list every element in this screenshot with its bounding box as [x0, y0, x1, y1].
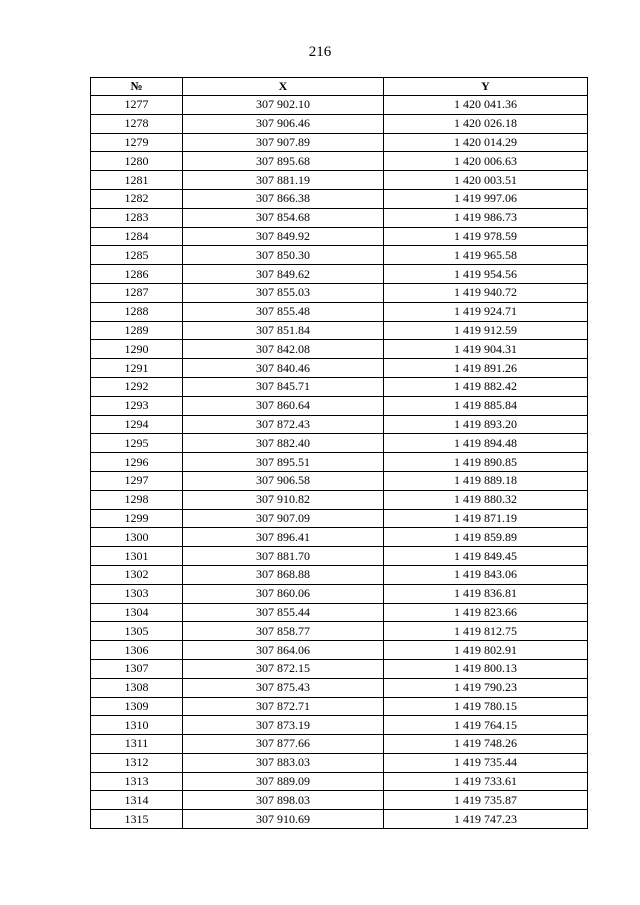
point-number-cell: 1301 [91, 547, 183, 566]
y-coordinate-cell: 1 419 859.89 [384, 528, 588, 547]
point-number-cell: 1287 [91, 283, 183, 302]
table-row [91, 302, 588, 321]
point-number-cell: 1313 [91, 772, 183, 791]
point-number-cell: 1308 [91, 678, 183, 697]
y-coordinate-cell: 1 419 894.48 [384, 434, 588, 453]
y-coordinate-cell: 1 420 026.18 [384, 114, 588, 133]
point-number-cell: 1314 [91, 791, 183, 810]
y-coordinate-cell: 1 419 764.15 [384, 716, 588, 735]
y-coordinate-cell: 1 420 006.63 [384, 152, 588, 171]
table-row [91, 133, 588, 152]
y-coordinate-cell: 1 419 891.26 [384, 359, 588, 378]
point-number-cell: 1278 [91, 114, 183, 133]
table-row [91, 716, 588, 735]
table-row [91, 678, 588, 697]
x-coordinate-cell: 307 883.03 [183, 753, 384, 772]
table-row [91, 171, 588, 190]
x-coordinate-cell: 307 842.08 [183, 340, 384, 359]
y-coordinate-cell: 1 419 924.71 [384, 302, 588, 321]
x-coordinate-cell: 307 906.58 [183, 471, 384, 490]
x-coordinate-cell: 307 864.06 [183, 641, 384, 660]
point-number-cell: 1282 [91, 189, 183, 208]
x-coordinate-cell: 307 855.03 [183, 283, 384, 302]
table-row [91, 565, 588, 584]
point-number-cell: 1311 [91, 735, 183, 754]
point-number-cell: 1290 [91, 340, 183, 359]
table-row [91, 622, 588, 641]
point-number-cell: 1310 [91, 716, 183, 735]
table-row [91, 96, 588, 115]
point-number-cell: 1289 [91, 321, 183, 340]
y-coordinate-cell: 1 419 802.91 [384, 641, 588, 660]
table-row [91, 471, 588, 490]
column-header-x: X [183, 78, 384, 96]
x-coordinate-cell: 307 854.68 [183, 208, 384, 227]
table-row [91, 377, 588, 396]
x-coordinate-cell: 307 875.43 [183, 678, 384, 697]
y-coordinate-cell: 1 419 890.85 [384, 453, 588, 472]
x-coordinate-cell: 307 881.70 [183, 547, 384, 566]
x-coordinate-cell: 307 866.38 [183, 189, 384, 208]
x-coordinate-cell: 307 881.19 [183, 171, 384, 190]
x-coordinate-cell: 307 855.48 [183, 302, 384, 321]
y-coordinate-cell: 1 419 882.42 [384, 377, 588, 396]
point-number-cell: 1302 [91, 565, 183, 584]
table-row [91, 246, 588, 265]
point-number-cell: 1283 [91, 208, 183, 227]
table-row [91, 189, 588, 208]
point-number-cell: 1300 [91, 528, 183, 547]
table-row [91, 509, 588, 528]
y-coordinate-cell: 1 419 986.73 [384, 208, 588, 227]
point-number-cell: 1294 [91, 415, 183, 434]
point-number-cell: 1309 [91, 697, 183, 716]
x-coordinate-cell: 307 907.09 [183, 509, 384, 528]
y-coordinate-cell: 1 419 880.32 [384, 490, 588, 509]
table-row [91, 152, 588, 171]
table-header [91, 78, 588, 96]
y-coordinate-cell: 1 419 790.23 [384, 678, 588, 697]
y-coordinate-cell: 1 419 843.06 [384, 565, 588, 584]
x-coordinate-cell: 307 907.89 [183, 133, 384, 152]
x-coordinate-cell: 307 896.41 [183, 528, 384, 547]
y-coordinate-cell: 1 419 735.44 [384, 753, 588, 772]
point-number-cell: 1298 [91, 490, 183, 509]
table-row [91, 753, 588, 772]
header-row [91, 78, 588, 96]
table-row [91, 114, 588, 133]
table-row [91, 810, 588, 829]
table-row [91, 359, 588, 378]
x-coordinate-cell: 307 873.19 [183, 716, 384, 735]
point-number-cell: 1285 [91, 246, 183, 265]
x-coordinate-cell: 307 860.06 [183, 584, 384, 603]
x-coordinate-cell: 307 840.46 [183, 359, 384, 378]
column-header-y: Y [384, 78, 588, 96]
x-coordinate-cell: 307 868.88 [183, 565, 384, 584]
point-number-cell: 1307 [91, 659, 183, 678]
table-row [91, 265, 588, 284]
table-row [91, 453, 588, 472]
table-body [91, 96, 588, 829]
table-row [91, 659, 588, 678]
point-number-cell: 1279 [91, 133, 183, 152]
point-number-cell: 1280 [91, 152, 183, 171]
point-number-cell: 1292 [91, 377, 183, 396]
y-coordinate-cell: 1 419 849.45 [384, 547, 588, 566]
y-coordinate-cell: 1 419 812.75 [384, 622, 588, 641]
table-row [91, 603, 588, 622]
y-coordinate-cell: 1 420 003.51 [384, 171, 588, 190]
point-number-cell: 1312 [91, 753, 183, 772]
x-coordinate-cell: 307 882.40 [183, 434, 384, 453]
table-row [91, 340, 588, 359]
y-coordinate-cell: 1 419 978.59 [384, 227, 588, 246]
x-coordinate-cell: 307 889.09 [183, 772, 384, 791]
y-coordinate-cell: 1 419 871.19 [384, 509, 588, 528]
table-row [91, 434, 588, 453]
table-row [91, 547, 588, 566]
x-coordinate-cell: 307 910.82 [183, 490, 384, 509]
x-coordinate-cell: 307 895.68 [183, 152, 384, 171]
x-coordinate-cell: 307 849.62 [183, 265, 384, 284]
table-row [91, 283, 588, 302]
point-number-cell: 1299 [91, 509, 183, 528]
point-number-cell: 1277 [91, 96, 183, 115]
y-coordinate-cell: 1 419 780.15 [384, 697, 588, 716]
x-coordinate-cell: 307 906.46 [183, 114, 384, 133]
y-coordinate-cell: 1 419 965.58 [384, 246, 588, 265]
x-coordinate-cell: 307 872.43 [183, 415, 384, 434]
y-coordinate-cell: 1 419 912.59 [384, 321, 588, 340]
x-coordinate-cell: 307 898.03 [183, 791, 384, 810]
table-row [91, 321, 588, 340]
x-coordinate-cell: 307 895.51 [183, 453, 384, 472]
page-number: 216 [308, 44, 332, 60]
x-coordinate-cell: 307 855.44 [183, 603, 384, 622]
y-coordinate-cell: 1 419 747.23 [384, 810, 588, 829]
point-number-cell: 1286 [91, 265, 183, 284]
point-number-cell: 1291 [91, 359, 183, 378]
y-coordinate-cell: 1 419 823.66 [384, 603, 588, 622]
table-row [91, 772, 588, 791]
x-coordinate-cell: 307 872.15 [183, 659, 384, 678]
point-number-cell: 1305 [91, 622, 183, 641]
point-number-cell: 1288 [91, 302, 183, 321]
point-number-cell: 1293 [91, 396, 183, 415]
x-coordinate-cell: 307 845.71 [183, 377, 384, 396]
y-coordinate-cell: 1 419 836.81 [384, 584, 588, 603]
table-row [91, 697, 588, 716]
y-coordinate-cell: 1 419 748.26 [384, 735, 588, 754]
x-coordinate-cell: 307 858.77 [183, 622, 384, 641]
y-coordinate-cell: 1 419 735.87 [384, 791, 588, 810]
table-row [91, 584, 588, 603]
coordinates-table [90, 77, 588, 829]
x-coordinate-cell: 307 860.64 [183, 396, 384, 415]
y-coordinate-cell: 1 419 733.61 [384, 772, 588, 791]
y-coordinate-cell: 1 419 997.06 [384, 189, 588, 208]
y-coordinate-cell: 1 419 904.31 [384, 340, 588, 359]
y-coordinate-cell: 1 419 800.13 [384, 659, 588, 678]
point-number-cell: 1304 [91, 603, 183, 622]
x-coordinate-cell: 307 850.30 [183, 246, 384, 265]
y-coordinate-cell: 1 419 940.72 [384, 283, 588, 302]
x-coordinate-cell: 307 872.71 [183, 697, 384, 716]
point-number-cell: 1281 [91, 171, 183, 190]
table-row [91, 396, 588, 415]
column-header-number: № [91, 78, 183, 96]
table-row [91, 735, 588, 754]
point-number-cell: 1306 [91, 641, 183, 660]
table-row [91, 791, 588, 810]
table-row [91, 227, 588, 246]
table-row [91, 528, 588, 547]
table-row [91, 415, 588, 434]
x-coordinate-cell: 307 877.66 [183, 735, 384, 754]
y-coordinate-cell: 1 419 889.18 [384, 471, 588, 490]
x-coordinate-cell: 307 851.84 [183, 321, 384, 340]
point-number-cell: 1303 [91, 584, 183, 603]
x-coordinate-cell: 307 902.10 [183, 96, 384, 115]
table-row [91, 490, 588, 509]
point-number-cell: 1297 [91, 471, 183, 490]
table-row [91, 641, 588, 660]
point-number-cell: 1296 [91, 453, 183, 472]
y-coordinate-cell: 1 420 014.29 [384, 133, 588, 152]
y-coordinate-cell: 1 419 885.84 [384, 396, 588, 415]
point-number-cell: 1295 [91, 434, 183, 453]
x-coordinate-cell: 307 910.69 [183, 810, 384, 829]
point-number-cell: 1284 [91, 227, 183, 246]
point-number-cell: 1315 [91, 810, 183, 829]
y-coordinate-cell: 1 420 041.36 [384, 96, 588, 115]
y-coordinate-cell: 1 419 954.56 [384, 265, 588, 284]
table-row [91, 208, 588, 227]
y-coordinate-cell: 1 419 893.20 [384, 415, 588, 434]
x-coordinate-cell: 307 849.92 [183, 227, 384, 246]
